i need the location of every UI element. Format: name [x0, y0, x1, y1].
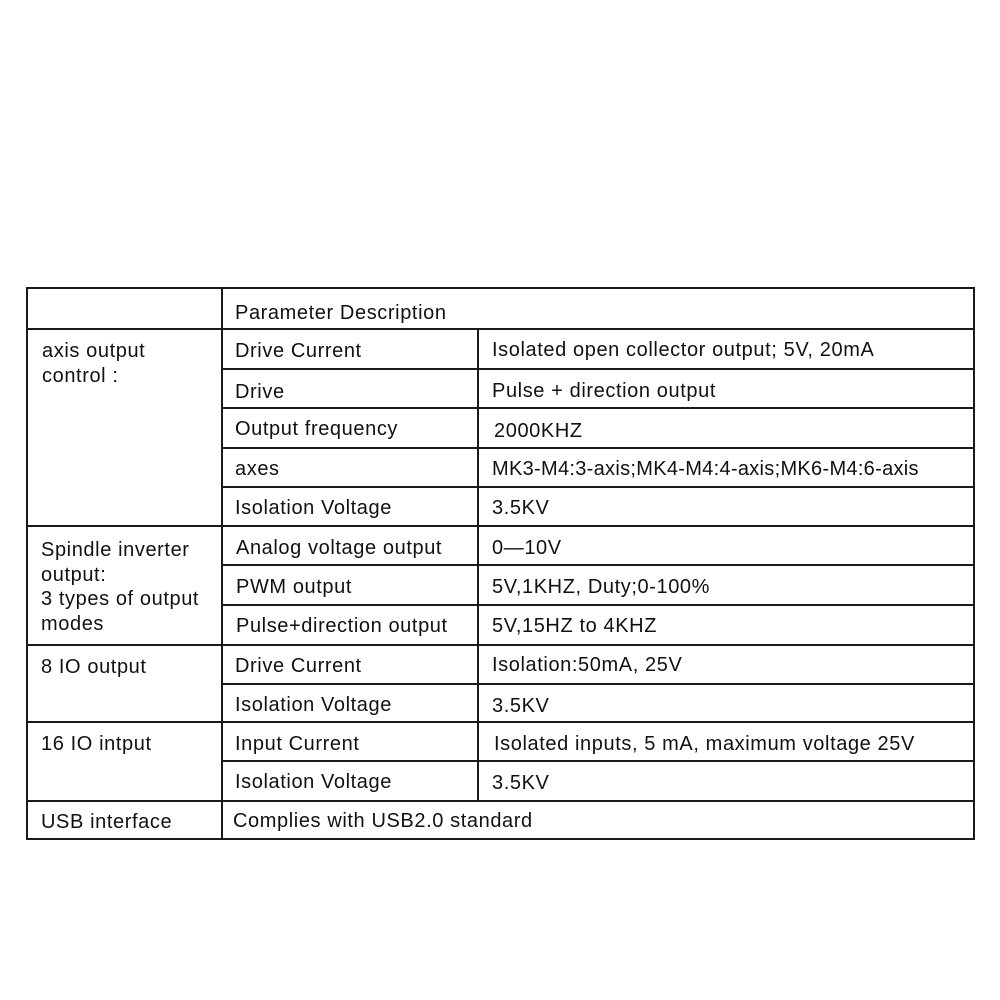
value-cell: Isolated inputs, 5 mA, maximum voltage 25V — [494, 733, 915, 755]
param-cell: Analog voltage output — [236, 537, 443, 559]
param-cell: Isolation Voltage — [235, 497, 392, 519]
param-cell: Drive — [235, 381, 285, 403]
row-divider — [223, 486, 973, 488]
value-cell: Isolated open collector output; 5V, 20mA — [492, 339, 875, 361]
row-divider — [223, 760, 973, 762]
row-divider — [223, 683, 973, 685]
value-cell: 3.5KV — [492, 695, 550, 717]
param-cell: Isolation Voltage — [235, 771, 392, 793]
row-divider — [28, 721, 973, 723]
group-label-io-input: 16 IO intput — [41, 733, 152, 755]
param-cell: Isolation Voltage — [235, 694, 392, 716]
row-divider — [223, 564, 973, 566]
row-divider — [28, 328, 973, 330]
param-cell: Output frequency — [235, 418, 399, 440]
row-divider — [28, 525, 973, 527]
group-label-spindle: Spindle inverter output: 3 types of output modes — [41, 539, 200, 635]
param-cell: PWM output — [236, 576, 353, 598]
row-divider — [28, 644, 973, 646]
param-cell: Drive Current — [235, 655, 362, 677]
header-cell: Parameter Description — [235, 302, 447, 324]
group-label-io-output: 8 IO output — [41, 656, 147, 678]
value-cell: 3.5KV — [492, 772, 550, 794]
group-label-axis: axis output control : — [42, 340, 146, 387]
value-cell: 5V,1KHZ, Duty;0-100% — [492, 576, 711, 598]
value-cell: 3.5KV — [492, 497, 550, 519]
value-cell: 0—10V — [492, 537, 562, 559]
group-label-usb: USB interface — [41, 811, 173, 833]
column-divider — [477, 328, 479, 800]
usb-value-cell: Complies with USB2.0 standard — [233, 810, 533, 832]
param-cell: Input Current — [235, 733, 360, 755]
value-cell: Pulse + direction output — [492, 380, 716, 402]
row-divider — [223, 368, 973, 370]
param-cell: axes — [235, 458, 280, 480]
row-divider — [28, 800, 973, 802]
column-divider — [221, 289, 223, 838]
value-cell: 2000KHZ — [494, 420, 583, 442]
param-cell: Pulse+direction output — [236, 615, 448, 637]
value-cell: MK3-M4:3-axis;MK4-M4:4-axis;MK6-M4:6-axis — [492, 458, 919, 480]
spec-table — [26, 287, 975, 840]
row-divider — [223, 604, 973, 606]
row-divider — [223, 447, 973, 449]
row-divider — [223, 407, 973, 409]
value-cell: Isolation:50mA, 25V — [492, 654, 683, 676]
param-cell: Drive Current — [235, 340, 362, 362]
value-cell: 5V,15HZ to 4KHZ — [492, 615, 658, 637]
